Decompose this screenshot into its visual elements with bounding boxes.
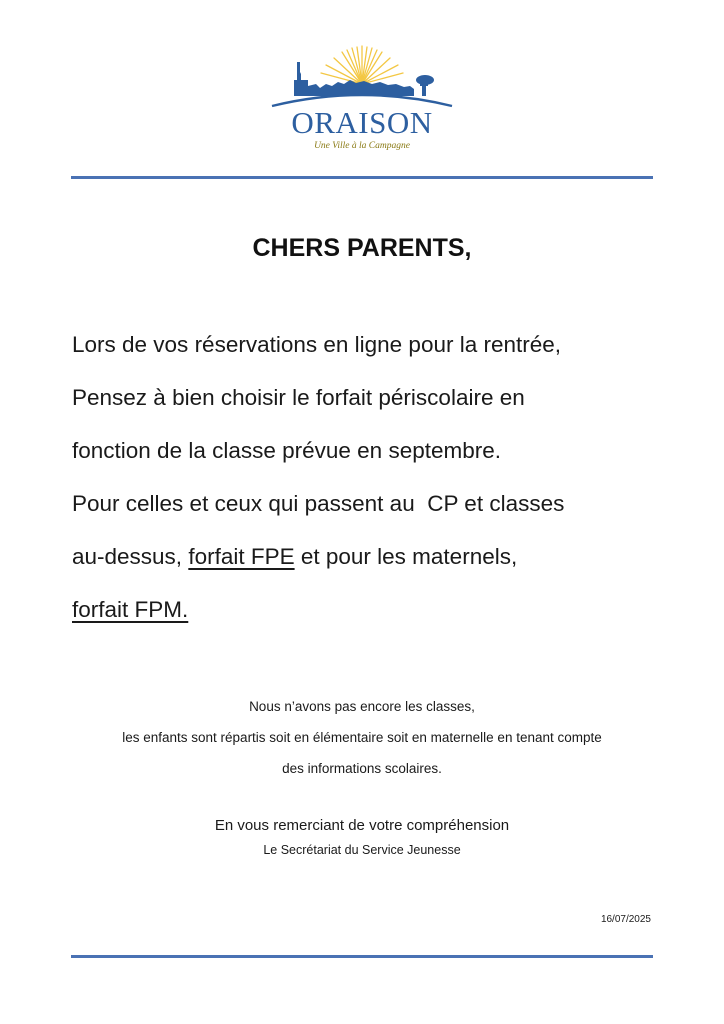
top-divider [71, 176, 653, 179]
village-skyline-icon [264, 44, 460, 114]
logo-wordmark: ORAISON [291, 105, 433, 140]
message-line-4: Pour celles et ceux qui passent au CP et classes [72, 491, 565, 516]
forfait-fpe-label: forfait FPE [188, 544, 295, 569]
oraison-logo [264, 44, 460, 160]
message-line-5-start: au-dessus, [72, 544, 189, 569]
message-line-6 [72, 583, 672, 636]
notice-line-1: Nous n’avons pas encore les classes, [249, 699, 475, 714]
document-date: 16/07/2025 [600, 914, 651, 925]
notice-block [0, 691, 724, 784]
signature: Le Secrétariat du Service Jeunesse [263, 843, 461, 857]
bottom-divider [71, 955, 653, 958]
thanks-text: En vous remerciant de votre compréhension [214, 817, 510, 834]
page-title: CHERS PARENTS, [252, 234, 472, 262]
message-line-5-end: et pour les maternels, [294, 544, 518, 569]
message-line-1: Lors de vos réservations en ligne pour la rentrée, [72, 332, 562, 357]
forfait-fpm-label: forfait FPM. [72, 597, 189, 622]
message-line-3: fonction de la classe prévue en septembre. [72, 438, 502, 463]
message-line-2: Pensez à bien choisir le forfait périscolaire en [72, 385, 525, 410]
logo-tagline: Une Ville à la Campagne [314, 141, 410, 151]
message-line-5 [72, 530, 672, 583]
notice-line-2: les enfants sont répartis soit en élémentaire soit en maternelle en tenant compte [122, 730, 602, 745]
notice-line-3: des informations scolaires. [282, 761, 442, 776]
main-message [72, 318, 672, 636]
